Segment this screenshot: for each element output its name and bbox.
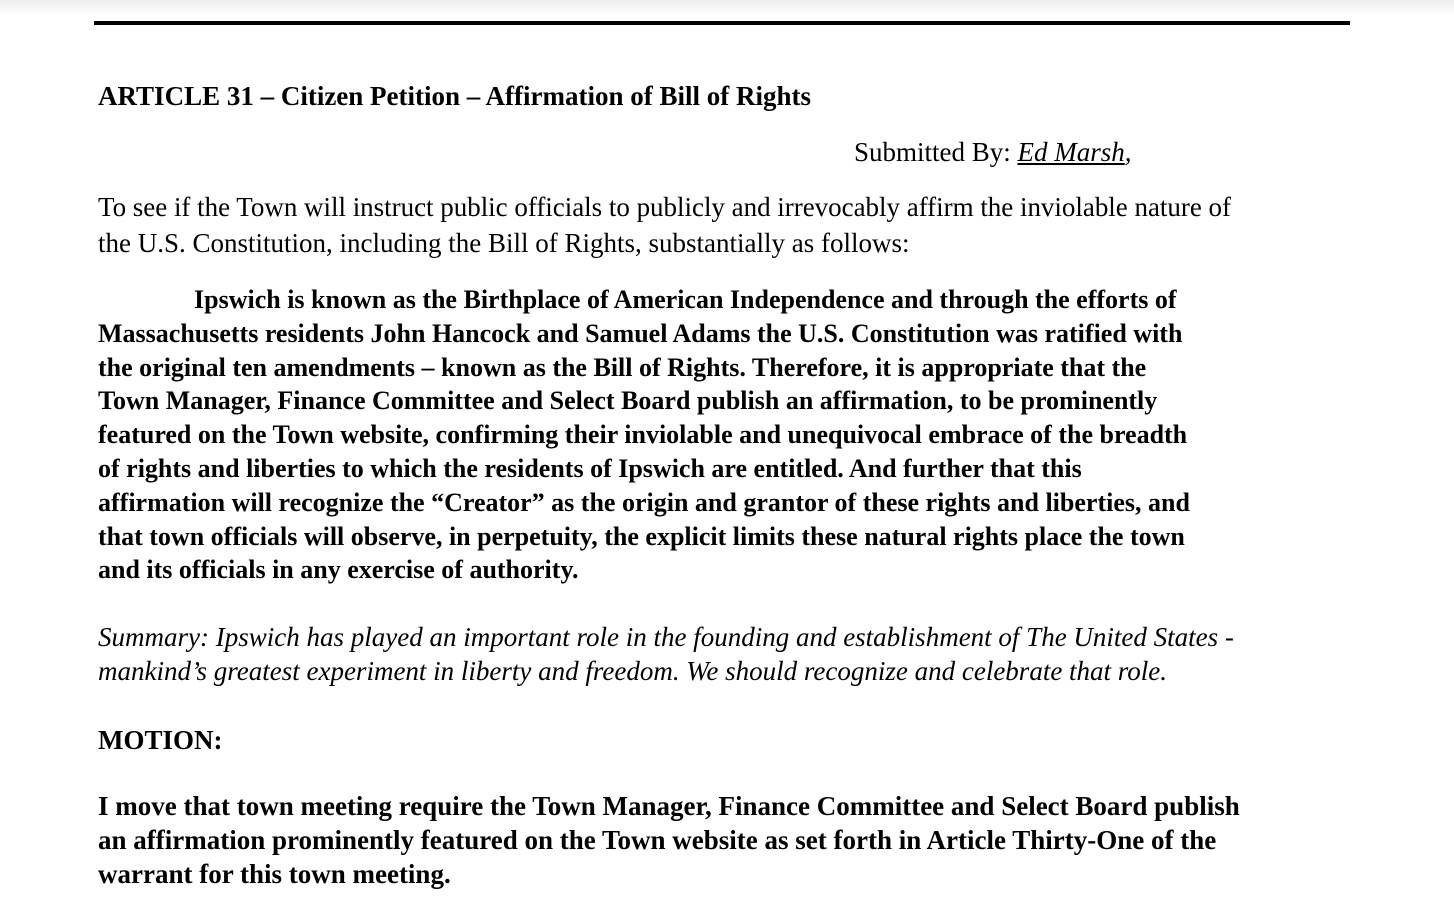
body-line: that town officials will observe, in perpetuity, the explicit limits these natural rights place the town (98, 521, 1185, 551)
body-line: Massachusetts residents John Hancock and Samuel Adams the U.S. Constitution was ratified with (98, 318, 1183, 348)
intro-line: the U.S. Constitution, including the Bill of Rights, substantially as follows: (98, 228, 910, 258)
summary-line: mankind’s greatest experiment in liberty and freedom. We should recognize and celebrate that role. (98, 656, 1168, 686)
article-summary (98, 620, 1354, 688)
motion-line: warrant for this town meeting. (98, 859, 451, 889)
summary-line: Summary: Ipswich has played an important role in the founding and establishment of The United States - (98, 622, 1234, 652)
motion-text (98, 789, 1354, 891)
article-intro (98, 189, 1354, 261)
body-line: Town Manager, Finance Committee and Select Board publish an affirmation, to be prominently (98, 386, 1158, 416)
page-top-shadow (0, 0, 1454, 16)
body-line: Ipswich is known as the Birthplace of American Independence and through the efforts of (194, 285, 1177, 314)
submitted-by-line (854, 134, 1132, 170)
motion-line: an affirmation prominently featured on the Town website as set forth in Article Thirty-One of the (98, 825, 1217, 855)
motion-line: I move that town meeting require the Town Manager, Finance Committee and Select Board publish (98, 791, 1240, 821)
article-body (98, 283, 1354, 587)
body-line: and its officials in any exercise of authority. (98, 555, 579, 585)
body-line: affirmation will recognize the “Creator” as the origin and grantor of these rights and liberties, and (98, 487, 1190, 517)
body-line: featured on the Town website, confirming their inviolable and unequivocal embrace of the breadth (98, 420, 1188, 450)
header-rule (94, 21, 1350, 25)
submitted-by-label: Submitted By: (854, 137, 1011, 167)
intro-line: To see if the Town will instruct public officials to publicly and irrevocably affirm the inviolable nature of (98, 192, 1231, 222)
motion-heading: MOTION: (98, 725, 223, 755)
submitted-by-author: Ed Marsh, (1017, 137, 1132, 167)
body-line: of rights and liberties to which the residents of Ipswich are entitled. And further that this (98, 453, 1082, 483)
body-line: the original ten amendments – known as the Bill of Rights. Therefore, it is appropriate that the (98, 352, 1147, 382)
article-title: ARTICLE 31 – Citizen Petition – Affirmation of Bill of Rights (98, 81, 812, 111)
